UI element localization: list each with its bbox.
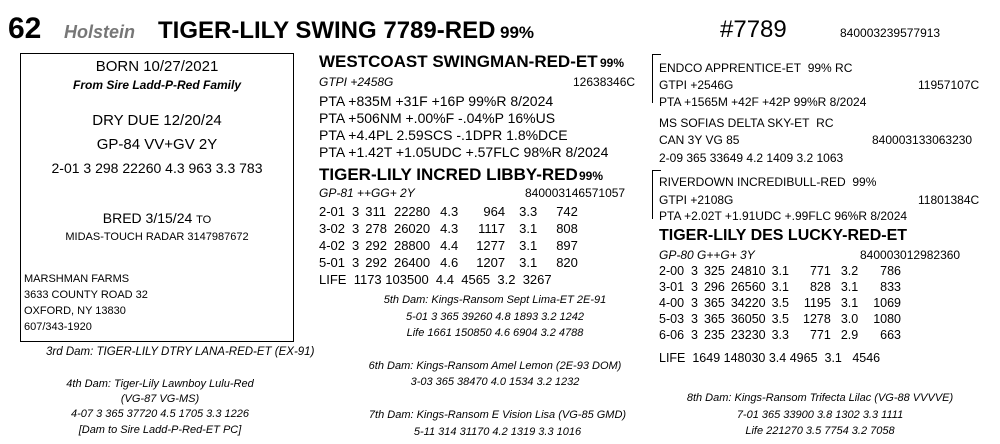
sire-name: WESTCOAST SWINGMAN-RED-ET bbox=[319, 52, 598, 71]
sire-dam-record: 2-09 365 33649 4.2 1409 3.2 1063 bbox=[659, 151, 844, 165]
table-row: 5-01 3 292 26400 4.6 1207 3.1 820 bbox=[319, 255, 578, 270]
dam-records-table bbox=[319, 203, 579, 271]
sire-sire-name-line bbox=[659, 61, 852, 75]
breed-label: Holstein bbox=[64, 22, 136, 42]
table-row: 5-03 3 365 36050 3.5 1278 3.0 1080 bbox=[659, 311, 902, 326]
table-row: 6-06 3 235 23230 3.3 771 2.9 663 bbox=[659, 327, 902, 342]
sire-sire-name: ENDCO APPRENTICE-ET bbox=[659, 61, 802, 75]
sire-family: From Sire Ladd-P-Red Family bbox=[72, 78, 242, 92]
record-line: 2-01 3 298 22260 4.3 963 3.3 783 bbox=[51, 160, 263, 176]
dam-records bbox=[319, 203, 579, 271]
dam-sire-name: RIVERDOWN INCREDIBULL-RED bbox=[659, 175, 846, 189]
table-row: 4-00 3 365 34220 3.5 1195 3.1 1069 bbox=[659, 295, 902, 310]
animal-rfid: 840003239577913 bbox=[840, 26, 941, 40]
sire-pta-line: PTA +835M +31F +16P 99%R 8/2024 bbox=[319, 93, 554, 109]
bred-to-sire: MIDAS-TOUCH RADAR 3147987672 bbox=[65, 231, 249, 243]
lot-number: 62 bbox=[8, 12, 42, 45]
third-dam: 3rd Dam: TIGER-LILY DTRY LANA-RED-ET (EX-91) bbox=[46, 346, 315, 358]
bred-line bbox=[21, 210, 293, 226]
born-date: BORN 10/27/2021 bbox=[95, 58, 219, 75]
classification: GP-84 VV+GV 2Y bbox=[96, 136, 218, 153]
sire-sire-gtpi: GTPI +2546G bbox=[659, 78, 734, 92]
bred-to-word: TO bbox=[196, 214, 212, 226]
dam-life-line: LIFE 1173 103500 4.4 4565 3.2 3267 bbox=[319, 272, 552, 287]
fourth-dam-class: (VG-87 VG-MS) bbox=[120, 393, 200, 405]
sire-dam-class: CAN 3Y VG 85 bbox=[659, 133, 740, 147]
table-row: 4-02 3 292 28800 4.4 1277 3.1 897 bbox=[319, 238, 578, 253]
bred-date: BRED 3/15/24 bbox=[102, 210, 193, 226]
dam-dam-records-table bbox=[659, 263, 902, 343]
sire-dam-rfid: 840003133063230 bbox=[872, 133, 973, 147]
sire-pta-line: PTA +506NM +.00%F -.04%P 16%US bbox=[319, 110, 556, 126]
dry-due: DRY DUE 12/20/24 bbox=[92, 112, 222, 129]
dam-sire-reg: 11801384C bbox=[918, 193, 980, 207]
eighth-dam-record: 7-01 365 33900 3.8 1302 3.3 1111 bbox=[736, 409, 904, 421]
dam-rfid: 840003146571057 bbox=[525, 186, 626, 200]
sire-pta-line: PTA +1.42T +1.05UDC +.57FLC 98%R 8/2024 bbox=[319, 144, 609, 160]
eighth-dam-life: Life 221270 3.5 7754 3.2 7058 bbox=[745, 425, 895, 437]
animal-name: TIGER-LILY SWING 7789-RED bbox=[158, 17, 496, 44]
fourth-dam-title: 4th Dam: Tiger-Lily Lawnboy Lulu-Red bbox=[66, 378, 254, 390]
eighth-dam-title: 8th Dam: Kings-Ransom Trifecta Lilac (VG-88 VVVVE) bbox=[686, 392, 954, 404]
tag-number: #7789 bbox=[720, 16, 787, 43]
dam-dam-name: TIGER-LILY DES LUCKY-RED-ET bbox=[659, 227, 908, 244]
dam-sire-name-line: RIVERDOWN INCREDIBULL-RED 99% bbox=[659, 175, 877, 189]
fifth-dam-life: Life 1661 150850 4.6 6904 3.2 4788 bbox=[406, 327, 584, 339]
seventh-dam-record: 5-11 314 31170 4.2 1319 3.3 1016 bbox=[413, 426, 582, 438]
fourth-dam-note: [Dam to Sire Ladd-P-Red-ET PC] bbox=[78, 424, 242, 436]
table-row: 2-00 3 325 24810 3.1 771 3.2 786 bbox=[659, 263, 902, 278]
sire-dam-name: MS SOFIAS DELTA SKY-ET bbox=[659, 116, 810, 130]
animal-percent: 99% bbox=[500, 23, 535, 42]
consignor-line: MARSHMAN FARMS bbox=[24, 273, 130, 285]
seventh-dam-title: 7th Dam: Kings-Ransom E Vision Lisa (VG-85 GMD) bbox=[368, 409, 627, 421]
sire-sire-percent: 99% RC bbox=[807, 61, 853, 75]
sixth-dam-title: 6th Dam: Kings-Ransom Amel Lemon (2E-93 DOM) bbox=[368, 360, 622, 372]
sire-reg: 12638346C bbox=[573, 75, 636, 89]
dam-name: TIGER-LILY INCRED LIBBY-RED bbox=[319, 165, 578, 184]
consignor-line: 607/343-1920 bbox=[24, 321, 92, 333]
dam-sire-gtpi: GTPI +2108G bbox=[659, 193, 734, 207]
fifth-dam-record: 5-01 3 365 39260 4.8 1893 3.2 1242 bbox=[406, 311, 584, 323]
dam-percent: 99% bbox=[579, 169, 604, 183]
table-row: 3-01 3 296 26560 3.1 828 3.1 833 bbox=[659, 279, 902, 294]
dam-dam-rfid: 840003012982360 bbox=[860, 248, 961, 262]
sire-dam-name-line: MS SOFIAS DELTA SKY-ET RC bbox=[659, 116, 834, 130]
consignor-line: 3633 COUNTY ROAD 32 bbox=[24, 289, 148, 301]
sire-sire-reg: 11957107C bbox=[918, 78, 980, 92]
sire-pta-line: PTA +4.4PL 2.59SCS -.1DPR 1.8%DCE bbox=[319, 127, 568, 143]
sire-sire-pta: PTA +1565M +42F +42P 99%R 8/2024 bbox=[659, 95, 867, 109]
sixth-dam-record: 3-03 365 38470 4.0 1534 3.2 1232 bbox=[410, 376, 580, 388]
table-row: 3-02 3 278 26020 4.3 1117 3.1 808 bbox=[319, 221, 578, 236]
sire-gtpi: GTPI +2458G bbox=[319, 75, 394, 89]
fourth-dam-record: 4-07 3 365 37720 4.5 1705 3.3 1226 bbox=[71, 408, 249, 420]
animal-info-box bbox=[20, 53, 294, 342]
dam-dam-records bbox=[659, 263, 902, 343]
dam-classification: GP-81 ++GG+ 2Y bbox=[319, 186, 415, 200]
sire-percent: 99% bbox=[600, 56, 625, 70]
dam-dam-life-line: LIFE 1649 148030 3.4 4965 3.1 4546 bbox=[659, 351, 881, 365]
consignor-line: OXFORD, NY 13830 bbox=[24, 305, 126, 317]
dam-dam-classification: GP-80 G++G+ 3Y bbox=[659, 248, 755, 262]
fifth-dam-title: 5th Dam: Kings-Ransom Sept Lima-ET 2E-91 bbox=[383, 294, 607, 306]
table-row: 2-01 3 311 22280 4.3 964 3.3 742 bbox=[319, 204, 578, 219]
dam-sire-pta: PTA +2.02T +1.91UDC +.99FLC 96%R 8/2024 bbox=[659, 209, 908, 223]
